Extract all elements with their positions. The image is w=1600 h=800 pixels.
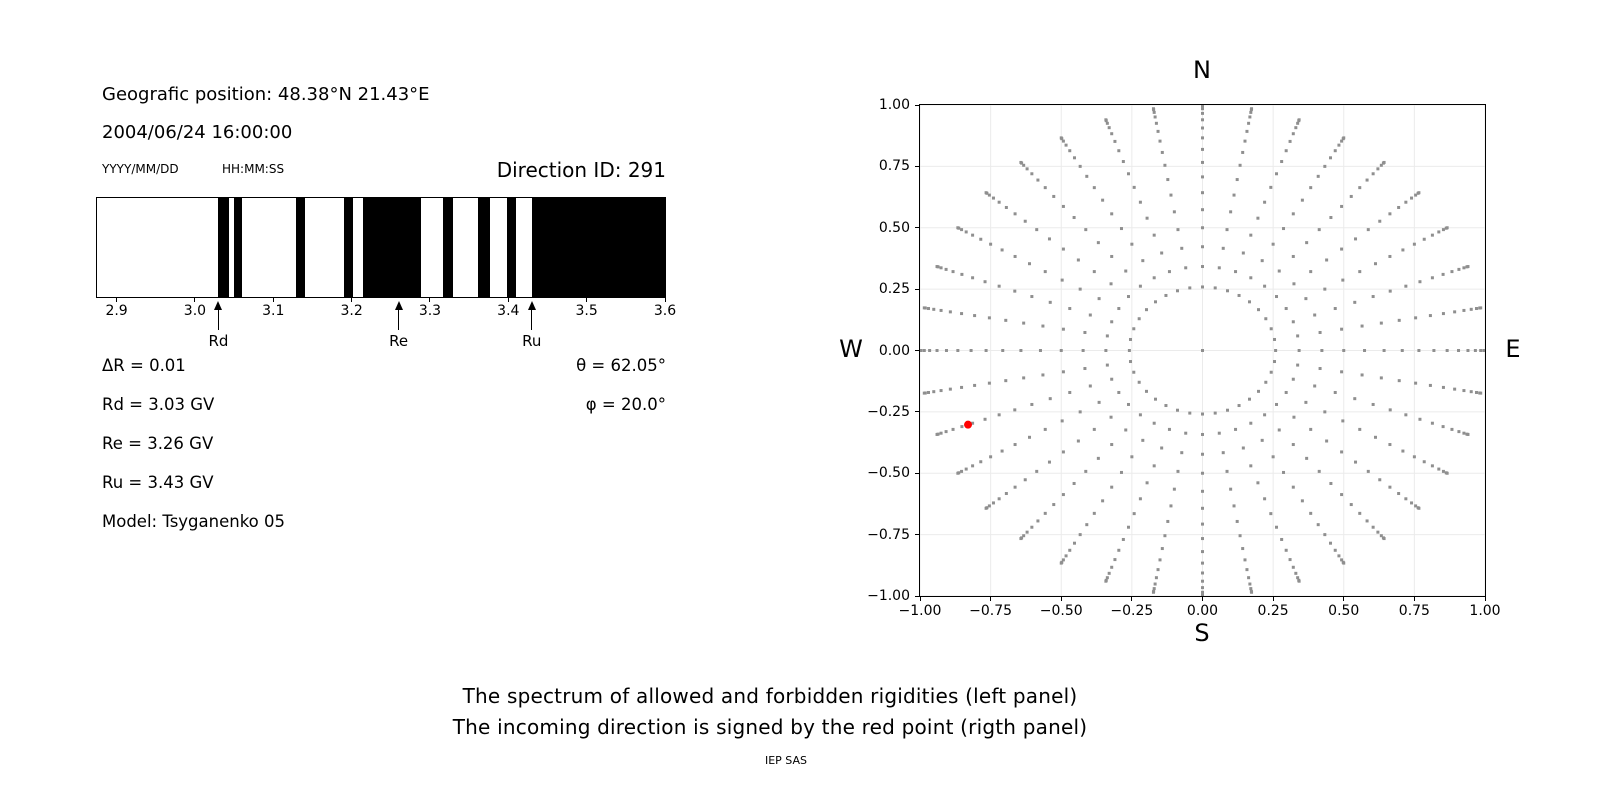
scatter-y-tick-mark <box>915 105 919 106</box>
spectrum-x-tick-label: 3.0 <box>183 303 207 319</box>
red-incoming-direction-point <box>964 420 972 428</box>
spectrum-x-tick-mark <box>508 298 509 302</box>
scatter-x-tick-label: 0.50 <box>1328 603 1360 619</box>
scatter-y-tick-mark <box>915 166 919 167</box>
date-format-label: YYYY/MM/DD <box>102 162 179 176</box>
scatter-y-tick-label: −0.25 <box>867 403 910 420</box>
scatter-y-tick-mark <box>915 534 919 535</box>
ru-text: Ru = 3.43 GV <box>102 473 214 492</box>
scatter-y-tick-label: 0.75 <box>878 158 910 175</box>
spectrum-x-tick-mark <box>194 298 195 302</box>
spectrum-x-tick-label: 2.9 <box>105 303 128 319</box>
scatter-x-tick-label: −1.00 <box>898 603 942 619</box>
scatter-x-tick-mark <box>1061 597 1062 601</box>
spectrum-x-tick-mark <box>116 298 117 302</box>
compass-west-label: W <box>839 335 863 363</box>
scatter-x-tick-label: −0.25 <box>1110 603 1154 619</box>
scatter-y-tick-label: 0.50 <box>878 219 910 236</box>
rd-text: Rd = 3.03 GV <box>102 395 215 414</box>
cutoff-arrow-label: Rd <box>208 332 229 350</box>
spectrum-x-tick-mark <box>586 298 587 302</box>
scatter-y-tick-label: 0.25 <box>878 281 910 298</box>
scatter-x-tick-label: −0.50 <box>1039 603 1083 619</box>
scatter-x-tick-label: 1.00 <box>1469 603 1501 619</box>
spectrum-x-tick-mark <box>429 298 430 302</box>
direction-id-text: Direction ID: 291 <box>496 158 666 182</box>
caption-line-2: The incoming direction is signed by the red point (rigth panel) <box>452 715 1088 739</box>
delta-r-text: ΔR = 0.01 <box>102 356 186 375</box>
datetime-text: 2004/06/24 16:00:00 <box>102 122 293 143</box>
cutoff-arrow-shaft <box>398 308 399 330</box>
phi-text: φ = 20.0° <box>585 395 666 414</box>
scatter-y-tick-mark <box>915 350 919 351</box>
scatter-y-tick-label: 0.00 <box>878 342 910 359</box>
compass-south-label: S <box>1194 619 1210 647</box>
spectrum-x-tick-label: 3.1 <box>262 303 285 319</box>
theta-text: θ = 62.05° <box>576 356 666 375</box>
model-text: Model: Tsyganenko 05 <box>102 512 286 531</box>
spectrum-x-tick-mark <box>351 298 352 302</box>
spectrum-x-tick-label: 3.4 <box>497 303 520 319</box>
credit-text: IEP SAS <box>764 754 808 767</box>
scatter-y-tick-label: −0.50 <box>867 465 910 482</box>
time-format-label: HH:MM:SS <box>222 162 285 176</box>
cutoff-arrow-label: Ru <box>522 332 542 350</box>
cutoff-arrow-shaft <box>531 308 532 330</box>
spectrum-frame <box>96 197 666 298</box>
scatter-x-tick-mark <box>1343 597 1344 601</box>
scatter-x-tick-mark <box>1131 597 1132 601</box>
scatter-y-tick-mark <box>915 411 919 412</box>
scatter-x-tick-label: 0.75 <box>1398 603 1430 619</box>
scatter-svg <box>920 105 1485 596</box>
compass-north-label: N <box>1193 56 1211 84</box>
scatter-x-tick-label: 0.25 <box>1257 603 1289 619</box>
re-text: Re = 3.26 GV <box>102 434 214 453</box>
spectrum-x-tick-label: 3.6 <box>653 303 677 319</box>
scatter-x-tick-mark <box>920 597 921 601</box>
scatter-y-tick-label: 1.00 <box>878 97 910 113</box>
scatter-x-tick-mark <box>1202 597 1203 601</box>
scatter-y-tick-mark <box>915 596 919 597</box>
geo-position-text: Geografic position: 48.38°N 21.43°E <box>102 84 430 105</box>
spectrum-x-tick-mark <box>273 298 274 302</box>
compass-east-label: E <box>1505 335 1521 363</box>
scatter-x-tick-mark <box>1414 597 1415 601</box>
scatter-x-tick-label: 0.00 <box>1186 603 1219 619</box>
scatter-y-tick-mark <box>915 289 919 290</box>
scatter-y-tick-mark <box>915 227 919 228</box>
scatter-x-tick-label: −0.75 <box>969 603 1013 619</box>
scatter-x-tick-mark <box>1273 597 1274 601</box>
scatter-frame <box>919 104 1486 597</box>
scatter-x-tick-mark <box>990 597 991 601</box>
cutoff-arrow-label: Re <box>389 332 409 350</box>
scatter-y-tick-label: −0.75 <box>867 526 910 543</box>
spectrum-x-tick-label: 3.5 <box>575 303 598 319</box>
scatter-y-tick-label: −1.00 <box>867 588 910 604</box>
cutoff-arrow-shaft <box>218 308 219 330</box>
spectrum-x-tick-label: 3.3 <box>418 303 442 319</box>
spectrum-x-tick-mark <box>665 298 666 302</box>
scatter-x-tick-mark <box>1485 597 1486 601</box>
scatter-y-tick-mark <box>915 473 919 474</box>
caption-line-1: The spectrum of allowed and forbidden rigidities (left panel) <box>462 684 1078 708</box>
spectrum-x-tick-label: 3.2 <box>340 303 363 319</box>
